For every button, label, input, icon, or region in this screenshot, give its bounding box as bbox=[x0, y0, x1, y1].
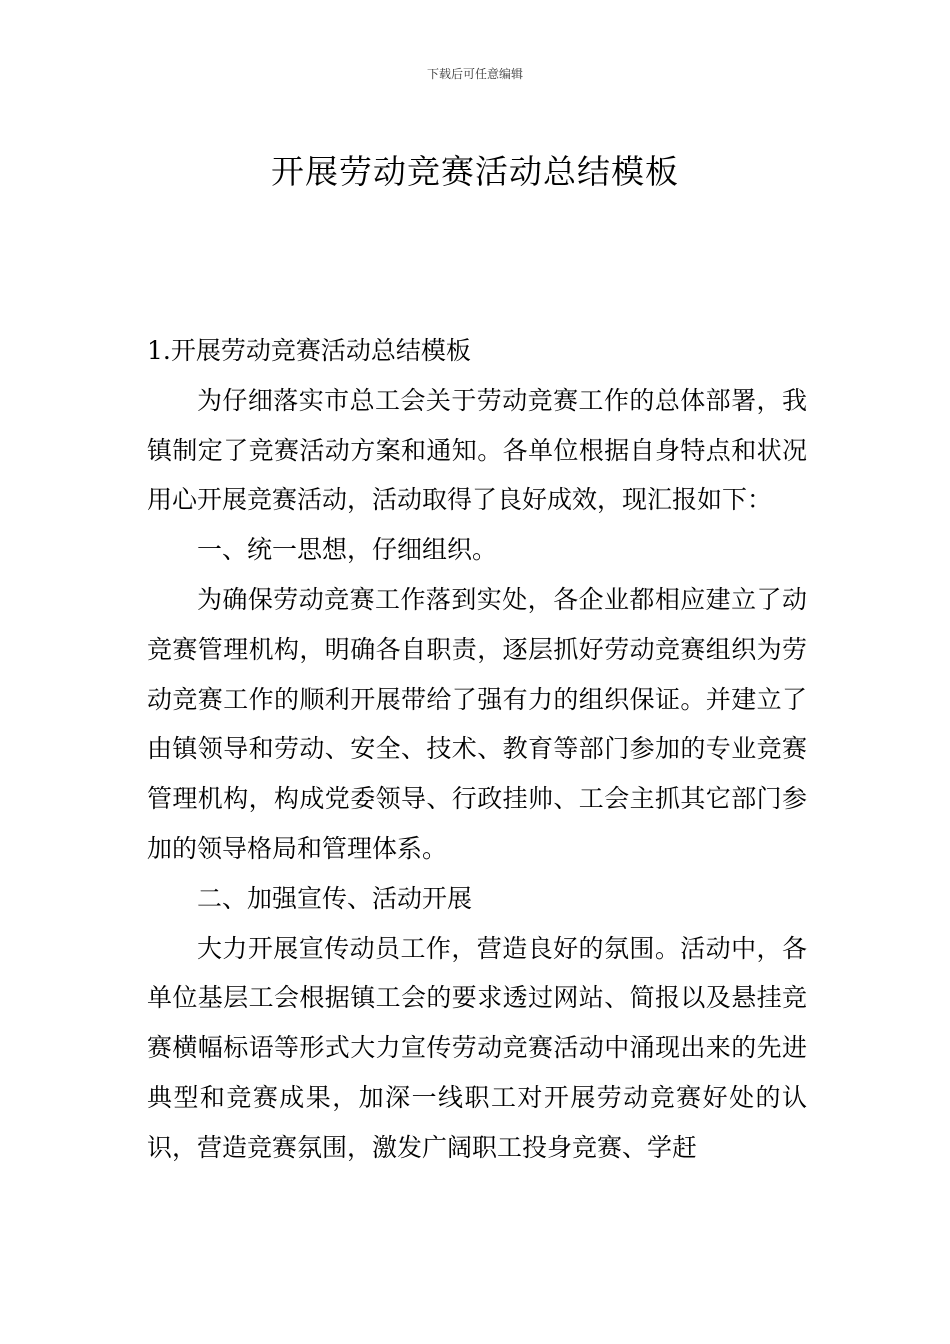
paragraph-section-1: 为确保劳动竞赛工作落到实处，各企业都相应建立了动竞赛管理机构，明确各自职责，逐层抓好劳动竞赛组织为劳动竞赛工作的顺利开展带给了强有力的组织保证。并建立了由镇领导和劳动、安全、技术、教育等部门参加的专业竞赛管理机构，构成党委领导、行政挂帅、工会主抓其它部门参加的领导格局和管理体系。 bbox=[147, 584, 807, 863]
paragraph-section-2: 大力开展宣传动员工作，营造良好的氛围。活动中，各单位基层工会根据镇工会的要求透过网站、简报以及悬挂竞赛横幅标语等形式大力宣传劳动竞赛活动中涌现出来的先进典型和竞赛成果，加深一线职工对开展劳动竞赛好处的认识，营造竞赛氛围，激发广阔职工投身竞赛、学赶 bbox=[147, 933, 807, 1162]
header-note: 下载后可任意编辑 bbox=[426, 67, 523, 81]
paragraph-heading: 1.开展劳动竞赛活动总结模板 bbox=[147, 336, 471, 365]
document-title: 开展劳动竞赛活动总结模板 bbox=[271, 152, 679, 192]
section-heading-2: 二、加强宣传、活动开展 bbox=[197, 883, 473, 913]
document-body bbox=[147, 326, 807, 1173]
section-heading-1: 一、统一思想，仔细组织。 bbox=[197, 535, 498, 565]
paragraph-intro: 为仔细落实市总工会关于劳动竞赛工作的总体部署，我镇制定了竞赛活动方案和通知。各单位根据自身特点和状况用心开展竞赛活动，活动取得了良好成效，现汇报如下： bbox=[147, 385, 807, 515]
